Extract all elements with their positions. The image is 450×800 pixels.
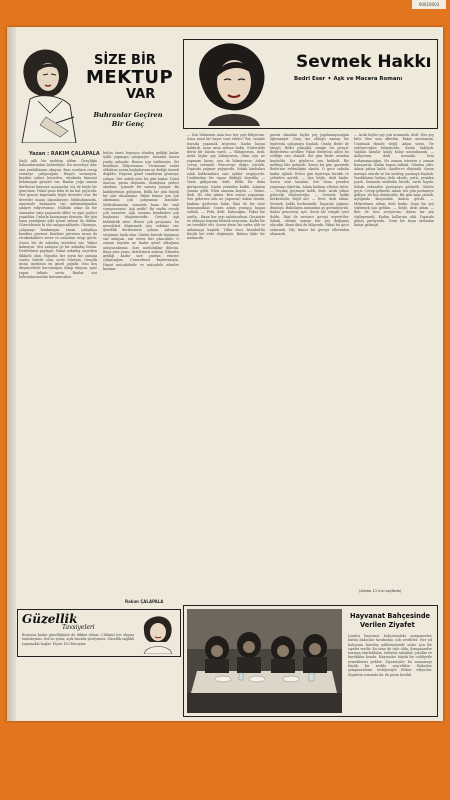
letter-subtitle: Buhranlar Geçiren Bir Genç xyxy=(93,111,163,128)
novel-body-col1: — Sen bilmezsin ama ben her şeyi biliyorum. Sana nasıl bir hayat vaat ettiler? Biz, seninle burada yaşamak istiyoruz. Kadın başını kaldırdı, uzun uzun adama baktı. Gözlerinde derin bir hüzün vardı. — Bilmiyorum, dedi. Artık hiçbir şey bilmiyorum. Sizin için ne yapmam lazım, onu da bilmiyorum. Adam cevap vermedi. Pencereye doğru yürüdü. Dışarıda yağmur yağıyordu. Sokak lambaları ıslak kaldırımlara sarı ışıklar serpiyordu. Uzaklardan bir vapur düdüğü duyuldu. — Yarın gidiyorum, dedi. Belki bir daha görüşemeyiz. Kadın yerinden kalktı. Adamın yanına geldi. Elini omzuna koydu. — Gitme, dedi. Ne olur gitme. Ben sensiz yapamam. Sen gidersen ben ne yaparım? Adam döndü, kadının gözlerine baktı. İkisi de bir süre konuşmadılar. Sonra adam yavaşça başını salladı. — Peki, dedi. Kalacağım. Fakat bir şartla... Bana her şeyi anlatacaksın. Geçmişte ne olduysa hepsini bilmek istiyorum. Kadın bir an tereddüt etti. Sonra derin bir nefes aldı ve anlatmaya başladı. Yıllar önce İstanbul'da küçük bir evde doğmuştu. Babası fakir bir memurdu. xyxy=(187,133,265,241)
magazine-page xyxy=(7,27,443,721)
letter-title-1: SİZE BİR xyxy=(94,53,156,68)
letter-body-col2: bütün ömrü boyunca elinden geldiği kadar iyilik yapmaya çalışmıştır. İnsanlar bazen yanlış anlaşılır. Bunun için üzülmeyin. Siz kendinizi biliyorsunuz. Vicdanınız rahat olduktan sonra başkalarının ne dediği önemli değildir. Hayatın güzel taraflarını görmeye çalışın. Her sabah yeni bir gün başlar. Dünü unutun, yarını düşünün. Yazdığınız şiirleri okudum. İçinizde bir sanatçı yatıyor. Bu kabiliyetinizi geliştirin. Belki bir gün büyük bir şair olacaksınız. Fakat bunun için çok okumanız, çok çalışmanız lazımdır. Mektubunuzun sonunda bana bir sual soruyorsunuz: Aşk nedir? Bu sualin cevabı çok uzundur. Aşk, insanın kendinden çok başkasını düşünmesidir. Gerçek aşk fedakârlık ister. Henüz çok gençsiniz, bu meseleleri düşünmek için vaktiniz var. Şimdilik derslerinize çalışın. Ailenizin sevgisine layık olun. Günün birinde karşınıza sizi anlayan, sizi seven biri çıkacaktır. O zaman hayatın ne kadar güzel olduğunu anlayacaksınız. Size mutluluklar dilerim. Bana yine yazın, dertlerinizi anlatın. Elimden geldiği kadar size yardım etmeye çalışacağım. Cesaretinizi kaybetmeyin. Hayat mücadeledir ve mücadele edenler kazanır. xyxy=(103,151,179,272)
novel-subtitle: Bedri Eser ✦ Aşk ve Macera Romanı xyxy=(294,76,403,82)
woman-portrait xyxy=(194,40,274,126)
novel-body-col3: — Artık hiçbir şey yok aramızda, dedi. Her şey bitti. Ben seni affettim. Fakat unutamam. Unutmak elimde değil. Adam sustu. Ne söyleyeceğini bilmiyordu. Kadın haklıydı. Yapılan hatalar kolay kolay unutulmazdı. — Anlıyorum, dedi sonunda. Seni zorlamayacağım. Ne zaman istersen o zaman konuşuruz. Kadın başını salladı. Odadan çıktı. Adam yalnız kaldı. Saatlerce düşündü. Sonra masaya oturdu ve bir mektup yazmaya başladı. Yazdıklarını birkaç defa okudu, yırttı, yeniden yazdı. Sonunda mektubu bitirdi, zarfa koydu. Sabah erkenden postaneye götürdü. Günler geçti. Cevap gelmedi. Adam her gün postaneye gidiyor, eli boş dönüyordu. Bir gün kapı çalındı. Açtığında karşısında kadını gördü. — Mektubunu aldım, dedi kadın. Sana bir şey söylemek için geldim. — Söyle, dedi adam. — Ben de seni seviyorum. Adam bir şey söyleyemedi. Kadını kollarına aldı. Dışarıda güneş parlıyordu. Uzun bir kışın ardından bahar gelmişti. xyxy=(354,133,434,228)
letter-title-2: MEKTUP xyxy=(86,67,174,88)
beauty-ad-box xyxy=(17,609,181,657)
ad-title-1: Güzellik xyxy=(22,612,78,626)
novel-continued: (Arkası 11 inci sayfada) xyxy=(359,589,402,593)
letter-body-col1: Saçlı adlı bir mektup aldım. Gençliğin buhranlarından bahsediyor. Bu meseleye dair size yazdıklarımı okuyun. Bazı sorulara cevap vermeye çalışacağım. Hayatı sevmeyen, kendini yalnız hisseden, etrafında kimseyi bulamayan gençler var. Bunlar çoğu zaman dertlerini kimseye açamazlar. Siz de böyle bir gençsiniz. Fakat şunu bilin ki bu hal geçicidir. Her gencin hayatında böyle devreler olur. Bu devreler insanı olgunlaştırır. Mektubunuzda, annenizle babanızın sizi anlamadığından şikâyet ediyorsunuz. Halbuki onlar da bir zamanlar sizin yaşınızda idiler ve aynı şeyleri yaşadılar. Onlarla konuşmayı deneyin. Bir gün bana yazdığınız gibi içinizi onlara da dökün. Göreceksiniz ki sizi anlayacaklardır. Okumayı, çalışmayı bırakmayın. İnsan çalıştıkça kendine güvenir. Kendine güvenen insan da etrafındakileri sever ve onlardan sevgi görür. Sonra bir de arkadaş meselesi var. Yalnız kalmayın. Sizi anlayan iyi bir arkadaş bulun. Dertlerinizi paylaşın. Fakat arkadaş seçerken dikkatli olun. Hayatta her şeyin bir zamanı vardır. Sabırlı olun, acele etmeyin. Gençlik insan ömrünün en güzel çağıdır. Onu boş düşüncelerle harcamayın. Kitap okuyun, spor yapın, tabiatı sevin. Bunlar sizi buhranlarınızdan kurtaracaktır. xyxy=(19,159,97,280)
novel-body-col2: parası olmadan hiçbir şey yapılamayacağını öğrenmişti. Genç kız olduğu zaman bir tiyatroda çalışmaya başladı. Orada Bedri ile tanıştı. Bedri yakışıklı, zengin bir gençti. Birbirlerini sevdiler. Fakat Bedri'nin ailesi bu evliliğe razı olmadı. Bir gün Bedri ortadan kayboldu. Kız günlerce onu bekledi. Bir mektup bile gelmedi. Sonra bir gün gazetede Bedri'nin evlendiğini okudu. O gece sabaha kadar ağladı. Ertesi gün tiyatroyu bıraktı ve şehirden ayrıldı. — İşte böyle, dedi kadın. Sonra seni tanıdım. Sen bana yeniden yaşamayı öğrettin. Adam kadının ellerini tuttu. — Geçmiş geçmişte kaldı, dedi. Artık yalnız geleceği düşüneceğiz. — Sevmek hakkı herkesindir, değil mi? — Evet, dedi adam. Sevmek hakkı herkesindir. Dışarıda yağmur dinmişti. Bulutların arasından ay görünüyordu. Kadın pencereyi açtı. Serin bir rüzgâr içeri doldu. İkisi de sessizce geceyi seyrettiler. Sabah olduğu zaman her şey değişmiş olacaktı. Bunu ikisi de biliyordu. Fakat bu gece onlarındı. Hiç kimse bu geceyi ellerinden alamazdı. xyxy=(270,133,349,236)
zoo-banquet-photo xyxy=(187,609,342,713)
archive-tag: 00010003 xyxy=(412,0,446,9)
ad-text: Boyunuz kadar güzelliğinize de dikkat ediniz. Cildinizi her akşam temizleyiniz. Bol su içiniz, açık havada yürüyünüz. Güzellik sağlıklı yaşamakla başlar. Fiyatı 150 Kuruştur. xyxy=(22,633,134,646)
letter-signature: Rakım ÇALAPALA xyxy=(125,599,164,604)
letter-title-3: VAR xyxy=(126,87,156,102)
chimpanzee-table-illustration xyxy=(187,609,342,713)
ad-woman-illustration xyxy=(138,612,178,654)
page-spine xyxy=(7,27,16,721)
ad-title-2: Tavsiyeleri xyxy=(62,624,95,631)
zoo-title-2: Verilen Ziyafet xyxy=(360,621,415,629)
novel-title: Sevmek Hakkı xyxy=(296,52,432,72)
novel-header-box xyxy=(183,39,438,129)
zoo-title-1: Hayvanat Bahçesinde xyxy=(350,612,431,620)
letter-header-box xyxy=(16,39,174,145)
zoo-article-text: Londra hayvanat bahçesindeki şempanzeler, bütün bakıcılar tarafından çok sevilirler. Her yıl bahçenin kuruluş yıldönümünde onlar için bir ziyafet verilir. Bu sene de öyle oldu. Şempanzeler masaya oturtuldular, önlerine tabaklar, çatallar ve bardaklar kondu. Hayvanlar büyük bir ciddiyetle yemeklerini yediler. Ziyaretçiler bu manzarayı büyük bir zevkle seyrettiler. Bakıcılar şempanzelerin terbiyesiyle iftihar ediyorlar. Ziyafetin sonunda bir de pasta kesildi. xyxy=(348,634,432,677)
zoo-article-box xyxy=(183,605,438,717)
letter-author: Yazan : RAKIM ÇALAPALA xyxy=(29,151,100,157)
woman-writing-illustration xyxy=(16,39,86,143)
